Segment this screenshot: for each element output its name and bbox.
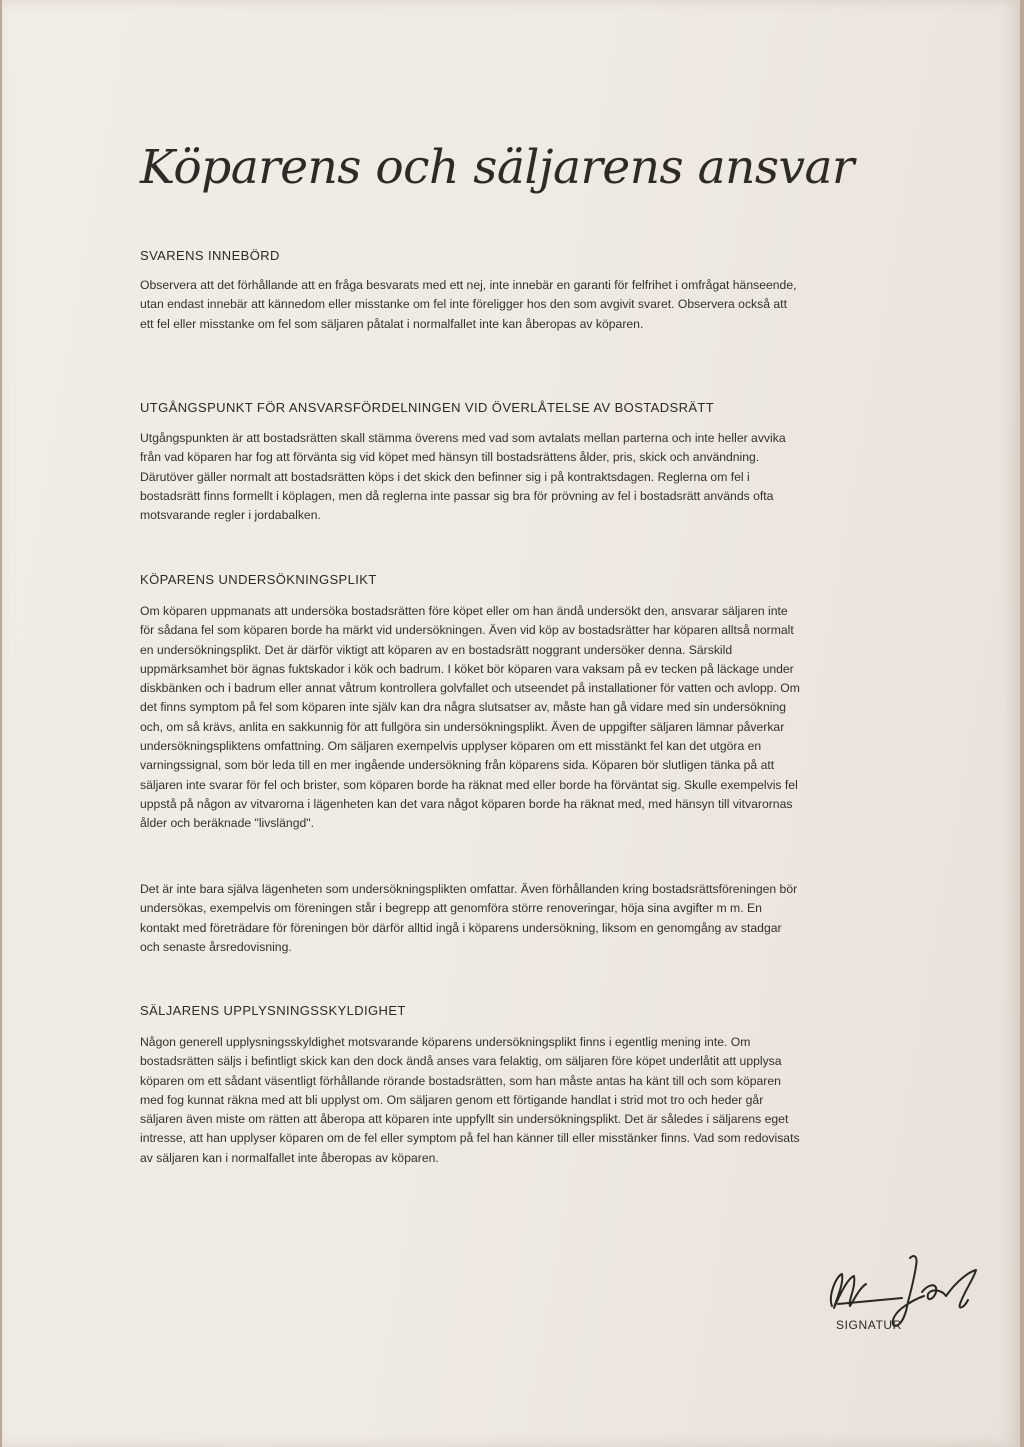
section-heading-undersokningsplikt: KÖPARENS UNDERSÖKNINGSPLIKT [140, 572, 377, 587]
page-title: Köparens och säljarens ansvar [140, 140, 855, 195]
paragraph-undersokningsplikt-1: Om köparen uppmanats att undersöka bostadsrätten före köpet eller om han ändå undersökt den, ansvarar säljaren inte för sådana fel som köparen borde ha märkt vid undersökningen. Även vid köp av bostadsrätter har köparen alltså normalt en undersökningsplikt. Det är därför viktigt att köparen av en bostadsrätt noggrant undersöker denna. Särskild uppmärksamhet bör ägnas fuktskador i kök och badrum. I köket bör köparen vara vaksam på ev tecken på läckage under diskbänken och i badrum eller annat våtrum kontrollera golvfallet och utseendet på installationer för vatten och avlopp. Om det finns symptom på fel som köparen inte själv kan dra några slutsatser av, måste han gå vidare med sin undersökning och, om så krävs, anlita en sakkunnig för att fullgöra sin undersökningsplikt. Även de uppgifter säljaren lämnar påverkar undersökningspliktens omfattning. Om säljaren exempelvis upplyser köparen om ett misstänkt fel kan det utgöra en varningssignal, som bör leda till en mer ingående undersökning från köparens sida. Köparen bör slutligen tänka på att säljaren inte svarar för fel och brister, som köparen borde ha räknat med eller borde ha förväntat sig. Skulle exempelvis fel uppstå på någon av vitvarorna i lägenheten kan det vara något köparen borde ha räknat med, med hänsyn till vitvarornas ålder och beräknade "livslängd". [140, 604, 800, 831]
signature-label: SIGNATUR [836, 1318, 902, 1332]
section-heading-svarens-innebord: SVARENS INNEBÖRD [140, 248, 280, 263]
section-heading-upplysningsskyldighet: SÄLJARENS UPPLYSNINGSSKYLDIGHET [140, 1003, 406, 1018]
paragraph-undersokningsplikt-2: Det är inte bara själva lägenheten som undersökningsplikten omfattar. Även förhållanden kring bostadsrättsföreningen bör undersökas, exempelvis om föreningen står i begrepp att genomföra större renoveringar, höja sina avgifter m m. En kontakt med företrädare för föreningen bör därför alltid ingå i köparens undersökning, liksom en genomgång av stadgar och senaste årsredovisning. [140, 882, 798, 954]
document-page [2, 0, 1020, 1447]
paragraph-utgangspunkt: Utgångspunkten är att bostadsrätten skall stämma överens med vad som avtalats mellan parterna och inte heller avvika från vad köparen har fog att förvänta sig vid köpet med hänsyn till bostadsrättens ålder, pris, skick och användning. Därutöver gäller normalt att bostadsrätten köps i det skick den befinner sig i på kontraktsdagen. Reglerna om fel i bostadsrätt finns formellt i köplagen, men då reglerna inte passar sig bra för prövning av fel i bostadsrätt används ofta motsvarande regler i jordabalken. [140, 431, 786, 523]
paragraph-upplysningsskyldighet: Någon generell upplysningsskyldighet motsvarande köparens undersökningsplikt finns i egentlig mening inte. Om bostadsrätten säljs i befintligt skick kan den dock ändå anses vara felaktig, om säljaren före köpet underlåtit att upplysa köparen om ett sådant väsentligt förhållande rörande bostadsrätten, som han måste antas ha känt till och som köparen med fog kunnat räkna med att bli upplyst om. Om säljaren genom ett förtigande handlat i strid mot tro och heder går säljaren även miste om rätten att åberopa att köparen inte uppfyllt sin undersökningsplikt. Det är således i säljarens eget intresse, att han upplyser köparen om de fel eller symptom på fel han känner till eller misstänker finns. Vad som redovisats av säljaren kan i normalfallet inte åberopas av köparen. [140, 1035, 800, 1165]
paragraph-svarens-innebord: Observera att det förhållande att en fråga besvarats med ett nej, inte innebär en garanti för felfrihet i omfrågat hänseende, utan endast innebär att kännedom eller misstanke om fel inte föreligger hos den som avgivit svaret. Observera också att ett fel eller misstanke om fel som säljaren påtalat i normalfallet inte kan åberopas av köparen. [140, 278, 797, 331]
section-heading-utgangspunkt: UTGÅNGSPUNKT FÖR ANSVARSFÖRDELNINGEN VID ÖVERLÅTELSE AV BOSTADSRÄTT [140, 400, 715, 415]
